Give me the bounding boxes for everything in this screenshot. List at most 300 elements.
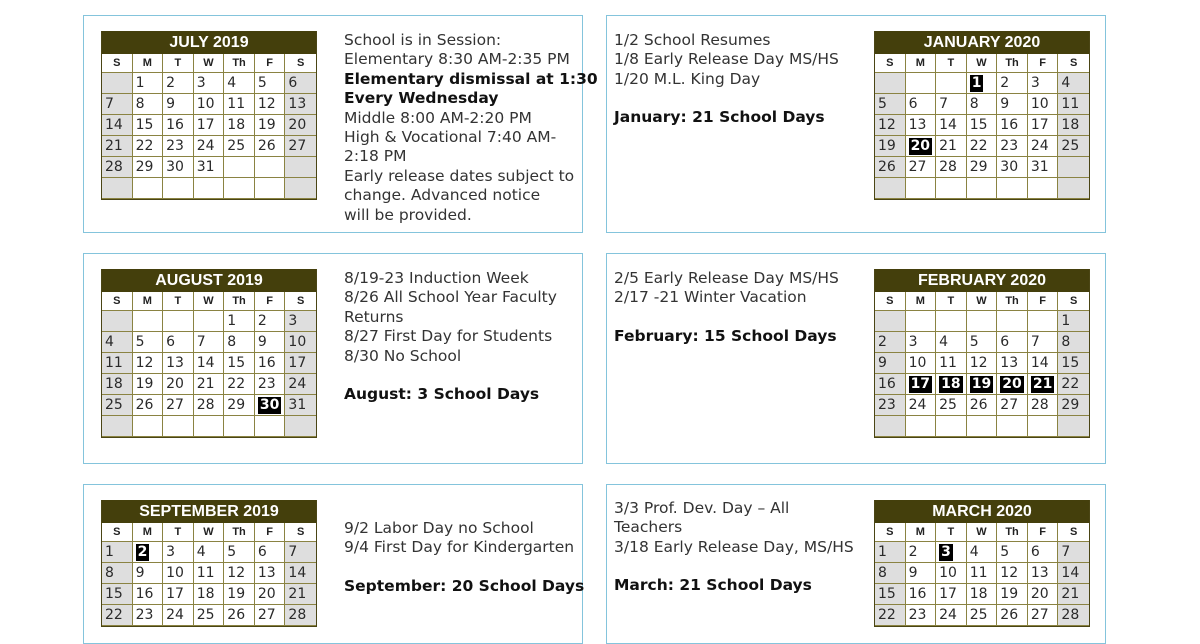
empty-cell	[936, 416, 967, 437]
day-cell	[967, 374, 998, 395]
calendar-july	[101, 31, 317, 200]
day-cell: 3	[194, 73, 225, 94]
day-cell	[906, 374, 937, 395]
calendar-grid	[102, 292, 316, 437]
empty-cell	[906, 311, 937, 332]
note-line: 8/19-23 Induction Week	[344, 269, 529, 287]
day-cell: 1	[1058, 311, 1089, 332]
day-cell: 12	[875, 115, 906, 136]
day-cell: 7	[102, 94, 133, 115]
day-cell: 8	[875, 563, 906, 584]
empty-cell	[224, 178, 255, 199]
day-cell: 21	[102, 136, 133, 157]
day-cell: 4	[1058, 73, 1089, 94]
day-cell: 24	[285, 374, 316, 395]
day-cell: 25	[194, 605, 225, 626]
day-cell: 20	[285, 115, 316, 136]
day-cell: 4	[967, 542, 998, 563]
weekday-header: S	[875, 292, 906, 311]
day-cell: 10	[906, 353, 937, 374]
notes-february	[614, 269, 839, 346]
calendar-grid	[102, 54, 316, 199]
day-cell: 7	[936, 94, 967, 115]
day-cell: 27	[163, 395, 194, 416]
day-cell: 5	[967, 332, 998, 353]
day-cell: 26	[255, 136, 286, 157]
day-cell: 3	[1028, 73, 1059, 94]
day-cell: 27	[997, 395, 1028, 416]
day-cell: 19	[875, 136, 906, 157]
day-cell: 14	[194, 353, 225, 374]
day-cell: 16	[133, 584, 164, 605]
highlighted-day: 17	[910, 376, 931, 392]
highlighted-day: 30	[259, 397, 280, 413]
day-cell: 25	[936, 395, 967, 416]
empty-cell	[1058, 416, 1089, 437]
day-cell: 14	[936, 115, 967, 136]
day-cell: 7	[285, 542, 316, 563]
day-cell: 6	[997, 332, 1028, 353]
day-cell: 6	[163, 332, 194, 353]
day-cell: 7	[194, 332, 225, 353]
note-line: 8/27 First Day for Students	[344, 327, 553, 346]
day-cell: 13	[1028, 563, 1059, 584]
weekday-header: M	[906, 523, 937, 542]
weekday-header: Th	[224, 523, 255, 542]
spacer	[614, 89, 839, 108]
day-cell: 27	[255, 605, 286, 626]
day-cell: 23	[997, 136, 1028, 157]
day-cell: 14	[102, 115, 133, 136]
day-cell: 8	[967, 94, 998, 115]
day-cell: 15	[1058, 353, 1089, 374]
day-cell: 13	[906, 115, 937, 136]
calendar-september	[101, 500, 317, 627]
note-line: Returns	[344, 307, 404, 326]
empty-cell	[163, 311, 194, 332]
day-cell: 21	[194, 374, 225, 395]
highlighted-day: 21	[1032, 376, 1053, 392]
day-cell: 19	[224, 584, 255, 605]
note-line: 9/2 Labor Day no School	[344, 519, 534, 537]
note-line: 8/30 No School	[344, 346, 462, 365]
day-cell: 9	[875, 353, 906, 374]
day-cell: 5	[224, 542, 255, 563]
day-cell: 24	[936, 605, 967, 626]
day-cell: 6	[1028, 542, 1059, 563]
weekday-header: T	[936, 54, 967, 73]
day-cell: 5	[997, 542, 1028, 563]
school-days-summary: February: 15 School Days	[614, 326, 837, 345]
month-title: MARCH 2020	[875, 500, 1089, 523]
school-days-summary: Every Wednesday	[344, 89, 499, 108]
day-cell: 26	[224, 605, 255, 626]
highlighted-day: 20	[1002, 376, 1022, 392]
weekday-header: T	[163, 54, 194, 73]
note-line: High & Vocational 7:40 AM-	[344, 128, 557, 147]
day-cell: 28	[1058, 605, 1089, 626]
weekday-header: F	[255, 523, 286, 542]
day-cell: 24	[163, 605, 194, 626]
note-line: 1/2 School Resumes	[614, 31, 771, 49]
day-cell: 4	[194, 542, 225, 563]
day-cell: 22	[224, 374, 255, 395]
day-cell: 2	[255, 311, 286, 332]
day-cell: 15	[133, 115, 164, 136]
day-cell: 29	[133, 157, 164, 178]
note-line: Early release dates subject to	[344, 166, 575, 185]
day-cell: 30	[163, 157, 194, 178]
empty-cell	[102, 73, 133, 94]
day-cell: 16	[163, 115, 194, 136]
note-line: Elementary 8:30 AM-2:35 PM	[344, 50, 570, 69]
notes-march	[614, 499, 854, 596]
day-cell: 18	[102, 374, 133, 395]
empty-cell	[285, 178, 316, 199]
day-cell: 14	[285, 563, 316, 584]
weekday-header: S	[875, 54, 906, 73]
spacer	[344, 366, 557, 385]
calendar-march	[874, 500, 1090, 627]
day-cell: 6	[285, 73, 316, 94]
day-cell: 31	[285, 395, 316, 416]
note-line: 2/17 -21 Winter Vacation	[614, 288, 807, 307]
day-cell: 9	[906, 563, 937, 584]
empty-cell	[102, 416, 133, 437]
day-cell: 23	[133, 605, 164, 626]
empty-cell	[224, 157, 255, 178]
day-cell: 21	[936, 136, 967, 157]
note-line: 3/3 Prof. Dev. Day – All	[614, 499, 790, 517]
empty-cell	[875, 73, 906, 94]
day-cell: 16	[875, 374, 906, 395]
day-cell: 3	[906, 332, 937, 353]
day-cell: 1	[102, 542, 133, 563]
day-cell: 25	[224, 136, 255, 157]
weekday-header: S	[285, 523, 316, 542]
day-cell: 12	[967, 353, 998, 374]
day-cell: 14	[1058, 563, 1089, 584]
day-cell: 9	[163, 94, 194, 115]
day-cell: 4	[224, 73, 255, 94]
day-cell: 23	[875, 395, 906, 416]
empty-cell	[875, 416, 906, 437]
weekday-header: T	[936, 292, 967, 311]
day-cell: 1	[224, 311, 255, 332]
day-cell: 9	[255, 332, 286, 353]
weekday-header: M	[133, 292, 164, 311]
empty-cell	[967, 178, 998, 199]
note-line: change. Advanced notice	[344, 186, 541, 205]
day-cell: 10	[1028, 94, 1059, 115]
empty-cell	[906, 73, 937, 94]
weekday-header: S	[102, 523, 133, 542]
note-line: 1/20 M.L. King Day	[614, 69, 761, 88]
day-cell: 12	[255, 94, 286, 115]
highlighted-day: 3	[941, 544, 951, 560]
weekday-header: S	[102, 54, 133, 73]
weekday-header: S	[1058, 292, 1089, 311]
weekday-header: Th	[997, 54, 1028, 73]
note-line: 1/8 Early Release Day MS/HS	[614, 50, 839, 69]
weekday-header: M	[133, 523, 164, 542]
calendar-august	[101, 269, 317, 438]
empty-cell	[875, 311, 906, 332]
empty-cell	[285, 157, 316, 178]
day-cell: 20	[255, 584, 286, 605]
weekday-header: W	[194, 523, 225, 542]
empty-cell	[255, 178, 286, 199]
month-title: FEBRUARY 2020	[875, 269, 1089, 292]
empty-cell	[194, 178, 225, 199]
highlighted-day: 2	[137, 544, 148, 560]
weekday-header: T	[163, 292, 194, 311]
day-cell: 24	[906, 395, 937, 416]
weekday-header: S	[1058, 54, 1089, 73]
month-title: AUGUST 2019	[102, 269, 316, 292]
empty-cell	[133, 311, 164, 332]
spacer	[614, 308, 839, 327]
day-cell: 16	[906, 584, 937, 605]
weekday-header: W	[967, 523, 998, 542]
day-cell: 18	[1058, 115, 1089, 136]
empty-cell	[194, 416, 225, 437]
day-cell: 10	[285, 332, 316, 353]
day-cell: 26	[875, 157, 906, 178]
notes-september	[344, 519, 584, 596]
spacer	[614, 557, 854, 576]
day-cell: 22	[875, 605, 906, 626]
empty-cell	[875, 178, 906, 199]
empty-cell	[997, 416, 1028, 437]
day-cell: 10	[194, 94, 225, 115]
empty-cell	[1028, 311, 1059, 332]
day-cell: 14	[1028, 353, 1059, 374]
day-cell: 8	[224, 332, 255, 353]
weekday-header: Th	[224, 54, 255, 73]
note-line: 2/5 Early Release Day MS/HS	[614, 269, 839, 287]
day-cell: 16	[997, 115, 1028, 136]
empty-cell	[936, 178, 967, 199]
note-line: Teachers	[614, 518, 683, 537]
note-line: will be provided.	[344, 205, 472, 224]
day-cell: 18	[194, 584, 225, 605]
day-cell: 17	[285, 353, 316, 374]
day-cell: 25	[1058, 136, 1089, 157]
day-cell: 20	[163, 374, 194, 395]
day-cell: 1	[133, 73, 164, 94]
day-cell: 11	[102, 353, 133, 374]
weekday-header: F	[255, 292, 286, 311]
empty-cell	[255, 157, 286, 178]
day-cell: 13	[997, 353, 1028, 374]
day-cell: 15	[102, 584, 133, 605]
day-cell: 17	[1028, 115, 1059, 136]
day-cell: 11	[967, 563, 998, 584]
note-line: 3/18 Early Release Day, MS/HS	[614, 537, 854, 556]
highlighted-day: 20	[910, 138, 931, 154]
calendar-grid	[875, 292, 1089, 437]
day-cell	[133, 542, 164, 563]
day-cell: 23	[255, 374, 286, 395]
day-cell: 26	[967, 395, 998, 416]
day-cell: 5	[255, 73, 286, 94]
day-cell: 2	[163, 73, 194, 94]
day-cell: 19	[997, 584, 1028, 605]
day-cell: 22	[1058, 374, 1089, 395]
weekday-header: T	[936, 523, 967, 542]
weekday-header: F	[1028, 54, 1059, 73]
day-cell: 15	[224, 353, 255, 374]
weekday-header: S	[102, 292, 133, 311]
weekday-header: S	[285, 292, 316, 311]
school-days-summary: August: 3 School Days	[344, 385, 540, 404]
empty-cell	[194, 311, 225, 332]
empty-cell	[1058, 178, 1089, 199]
note-line: Middle 8:00 AM-2:20 PM	[344, 108, 532, 127]
day-cell: 27	[906, 157, 937, 178]
day-cell: 5	[875, 94, 906, 115]
day-cell: 23	[906, 605, 937, 626]
day-cell: 15	[875, 584, 906, 605]
day-cell: 2	[906, 542, 937, 563]
calendar-grid	[875, 523, 1089, 626]
day-cell: 19	[255, 115, 286, 136]
day-cell: 19	[133, 374, 164, 395]
day-cell: 2	[875, 332, 906, 353]
day-cell: 11	[194, 563, 225, 584]
weekday-header: S	[875, 523, 906, 542]
day-cell: 1	[875, 542, 906, 563]
highlighted-day: 18	[941, 376, 961, 392]
empty-cell	[1028, 416, 1059, 437]
day-cell: 27	[285, 136, 316, 157]
day-cell: 22	[133, 136, 164, 157]
day-cell	[1028, 374, 1059, 395]
day-cell: 3	[163, 542, 194, 563]
empty-cell	[1028, 178, 1059, 199]
day-cell: 31	[1028, 157, 1059, 178]
day-cell	[936, 542, 967, 563]
day-cell: 13	[163, 353, 194, 374]
note-line: 9/4 First Day for Kindergarten	[344, 538, 575, 557]
day-cell: 28	[102, 157, 133, 178]
day-cell: 11	[1058, 94, 1089, 115]
day-cell: 23	[163, 136, 194, 157]
day-cell: 29	[1058, 395, 1089, 416]
empty-cell	[997, 178, 1028, 199]
empty-cell	[936, 73, 967, 94]
calendar-january	[874, 31, 1090, 200]
day-cell: 21	[285, 584, 316, 605]
day-cell: 6	[255, 542, 286, 563]
school-days-summary: September: 20 School Days	[344, 576, 585, 595]
empty-cell	[1058, 157, 1089, 178]
day-cell: 12	[997, 563, 1028, 584]
weekday-header: W	[967, 292, 998, 311]
day-cell: 3	[285, 311, 316, 332]
weekday-header: M	[906, 292, 937, 311]
day-cell: 8	[1058, 332, 1089, 353]
calendar-grid	[102, 523, 316, 626]
highlighted-day: 19	[971, 376, 992, 392]
day-cell: 4	[936, 332, 967, 353]
day-cell: 18	[224, 115, 255, 136]
school-days-summary: Elementary dismissal at 1:30	[344, 69, 598, 88]
empty-cell	[224, 416, 255, 437]
day-cell: 17	[194, 115, 225, 136]
day-cell: 11	[936, 353, 967, 374]
day-cell: 29	[967, 157, 998, 178]
day-cell: 28	[1028, 395, 1059, 416]
empty-cell	[133, 178, 164, 199]
day-cell	[967, 73, 998, 94]
day-cell: 25	[967, 605, 998, 626]
school-days-summary: January: 21 School Days	[614, 108, 825, 127]
calendar-grid	[875, 54, 1089, 199]
weekday-header: W	[194, 292, 225, 311]
empty-cell	[102, 178, 133, 199]
day-cell: 12	[133, 353, 164, 374]
weekday-header: W	[967, 54, 998, 73]
day-cell: 17	[163, 584, 194, 605]
day-cell: 8	[133, 94, 164, 115]
day-cell: 5	[133, 332, 164, 353]
note-line: School is in Session:	[344, 31, 502, 49]
day-cell: 12	[224, 563, 255, 584]
school-days-summary: March: 21 School Days	[614, 576, 812, 595]
day-cell: 22	[102, 605, 133, 626]
empty-cell	[255, 416, 286, 437]
day-cell: 10	[163, 563, 194, 584]
weekday-header: M	[906, 54, 937, 73]
weekday-header: M	[133, 54, 164, 73]
day-cell: 26	[997, 605, 1028, 626]
day-cell: 13	[255, 563, 286, 584]
weekday-header: F	[1028, 292, 1059, 311]
day-cell: 28	[936, 157, 967, 178]
weekday-header: F	[255, 54, 286, 73]
weekday-header: S	[1058, 523, 1089, 542]
weekday-header: W	[194, 54, 225, 73]
weekday-header: T	[163, 523, 194, 542]
empty-cell	[997, 311, 1028, 332]
day-cell	[936, 374, 967, 395]
day-cell: 21	[1058, 584, 1089, 605]
calendar-february	[874, 269, 1090, 438]
day-cell: 28	[194, 395, 225, 416]
day-cell: 6	[906, 94, 937, 115]
day-cell	[997, 374, 1028, 395]
empty-cell	[906, 178, 937, 199]
spacer	[344, 558, 584, 577]
month-title: JULY 2019	[102, 31, 316, 54]
day-cell: 31	[194, 157, 225, 178]
notes-august	[344, 269, 557, 404]
notes-july	[344, 31, 598, 225]
highlighted-day: 1	[971, 75, 982, 91]
empty-cell	[967, 416, 998, 437]
month-title: JANUARY 2020	[875, 31, 1089, 54]
empty-cell	[285, 416, 316, 437]
empty-cell	[102, 311, 133, 332]
weekday-header: F	[1028, 523, 1059, 542]
day-cell: 17	[936, 584, 967, 605]
day-cell: 24	[194, 136, 225, 157]
empty-cell	[967, 311, 998, 332]
weekday-header: Th	[224, 292, 255, 311]
day-cell: 10	[936, 563, 967, 584]
